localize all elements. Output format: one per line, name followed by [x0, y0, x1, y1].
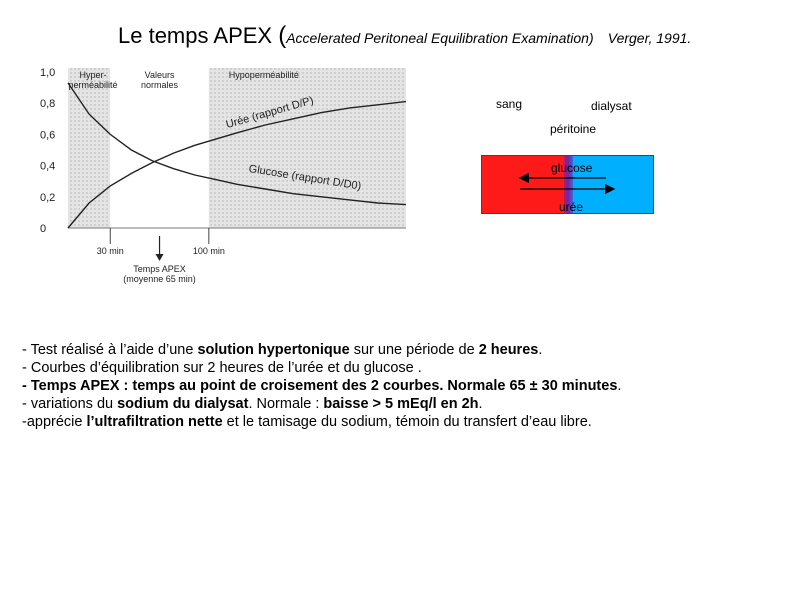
label-glucose: glucose	[551, 161, 593, 175]
zone-label: Valeurs normales	[141, 70, 179, 90]
y-tick-label: 0,8	[40, 98, 56, 111]
bullet-4: - variations du sodium du dialysat. Normale : baisse > 5 mEq/l en 2h.	[22, 396, 483, 412]
zone-bg-normal	[110, 68, 209, 228]
apex-arrow-head	[156, 254, 164, 261]
bullet-2: - Courbes d’équilibration sur 2 heures de l’urée et du glucose .	[22, 360, 422, 376]
x-tick-label: 100 min	[192, 246, 225, 256]
y-tick-label: 1,0	[40, 67, 56, 79]
y-tick-label: 0	[40, 223, 47, 235]
label-dialysat: dialysat	[591, 99, 632, 113]
apex-annotation: Temps APEX (moyenne 65 min)	[123, 264, 196, 284]
zone-bg-hypo	[209, 68, 406, 228]
zone-label: Hyper-perméabilité	[68, 70, 118, 90]
title-subtitle: Accelerated Peritoneal Equilibration Examination)	[286, 30, 594, 46]
zone-label: Hypoperméabilité	[228, 70, 299, 80]
exchange-diagram	[481, 155, 654, 214]
y-tick-label: 0,4	[40, 160, 56, 173]
bullet-3: - Temps APEX : temps au point de croisement des 2 courbes. Normale 65 ± 30 minutes.	[22, 378, 622, 394]
label-peritoine: péritoine	[550, 122, 597, 136]
y-tick-label: 0,2	[40, 191, 56, 204]
bullet-list	[22, 341, 621, 431]
label-uree: urée	[559, 200, 584, 214]
title-open-paren: (	[278, 22, 287, 49]
y-tick-label: 0,6	[40, 129, 56, 142]
slide-title	[118, 22, 691, 50]
bullet-5: -apprécie l’ultrafiltration nette et le tamisage du sodium, témoin du transfert d’eau libre.	[22, 414, 592, 430]
title-main: Le temps APEX	[118, 23, 273, 48]
x-tick-label: 30 min	[96, 246, 124, 256]
series-label-uree: Urée (rapport D/P)	[224, 94, 315, 132]
label-sang: sang	[496, 97, 523, 111]
series-label-glucose: Glucose (rapport D/D0)	[247, 162, 362, 193]
title-reference: Verger, 1991.	[607, 30, 692, 46]
apex-chart	[38, 60, 408, 292]
bullet-1: - Test réalisé à l’aide d’une solution hypertonique sur une période de 2 heures.	[22, 342, 543, 358]
